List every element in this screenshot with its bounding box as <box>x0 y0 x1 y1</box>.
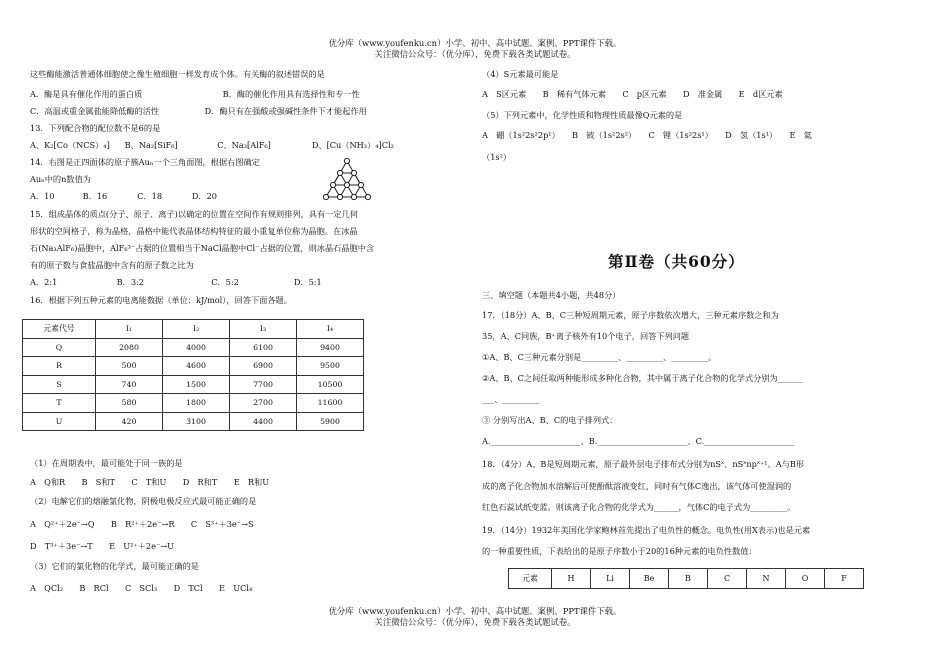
q16-sub4: （4）S元素最可能是 <box>482 69 559 79</box>
q16-sub1: （1）在周期表中，最可能处于同一族的是 <box>30 458 183 468</box>
q15-option-b: B．3:2 <box>116 277 144 287</box>
q13-option-a: A、K₂[Co（NCS）₄] <box>30 140 110 150</box>
q17-part3: ③ 分别写出A、B、C的电子排列式： <box>482 415 618 425</box>
q14-option-b: B．16 <box>82 191 108 201</box>
table-header-cell: I₄ <box>297 320 364 339</box>
table-cell: Li <box>591 569 630 589</box>
table-cell: 4000 <box>163 338 230 357</box>
table-cell: 580 <box>96 394 163 413</box>
table-header-cell: I₃ <box>230 320 297 339</box>
q16-sub5-options: A 硼（1s²2s²2p¹） B 铍（1s²2s²） C 锂（1s²2s¹） D 氢（1s¹） E 氦 <box>482 130 812 140</box>
q19-stem-2: 的一种重要性质，下表给出的是原子序数小于20的16种元素的电负性数值： <box>482 546 757 556</box>
table-cell: U <box>23 412 96 431</box>
table-cell: 3100 <box>163 412 230 431</box>
table-cell: 420 <box>96 412 163 431</box>
table-row <box>23 394 364 413</box>
ionization-energy-table <box>22 319 364 431</box>
q15-option-a: A．2:1 <box>30 277 58 287</box>
q16-stem: 16．根据下列五种元素的电离能数据（单位：kJ/mol），回答下面各题。 <box>30 295 292 305</box>
q18-stem-3: 红色石蕊试纸变蓝。则该离子化合物的化学式为______，气体C的电子式为_________。 <box>482 502 796 512</box>
q16-sub2-options-1: A Q²⁺＋2e⁻→Q B R²⁺＋2e⁻→R C S³⁺＋3e⁻→S <box>30 519 254 529</box>
q17-stem-2: 35，A、C同族，B⁺离子核外有10个电子，回答下列问题 <box>482 331 690 341</box>
table-row <box>509 569 864 589</box>
q13-stem: 13．下列配合物的配位数不是6的是 <box>30 123 161 133</box>
q12-option-a: A．酶是具有催化作用的蛋白质 <box>30 89 143 99</box>
q13-option-b: B、Na₂[SiF₆] <box>124 140 178 150</box>
table-cell: Q <box>23 338 96 357</box>
q15-stem-4: 有的原子数与食盐晶胞中含有的原子数之比为 <box>30 260 194 270</box>
footer-line-1: 优分库（www.youfenku.cn）小学、初中、高中试题、案例、PPT课件下载。 <box>328 606 622 616</box>
q16-sub4-options: A S区元素 B 稀有气体元素 C p区元素 D 准金属 E d区元素 <box>482 89 783 99</box>
table-cell: 740 <box>96 375 163 394</box>
section-three-heading: 三、填空题（本题共4小题，共48分） <box>482 290 621 300</box>
q15-stem-1: 15．组成晶体的质点(分子、原子、离子)以确定的位置在空间作有规则排列，具有一定几何 <box>30 209 358 219</box>
q14-option-a: A．10 <box>30 191 55 201</box>
table-cell: 9400 <box>297 338 364 357</box>
q17-part2-cont: ___、_________ <box>482 394 540 404</box>
table-cell: 9500 <box>297 357 364 376</box>
q14-option-d: D．20 <box>191 191 217 201</box>
table-cell: 11600 <box>297 394 364 413</box>
q12-options-row1 <box>30 89 360 100</box>
q14-stem-1: 14．右图是正四面体的原子簇Auₙ一个三角面图，根据右图确定 <box>30 157 260 167</box>
table-header-cell: I₁ <box>96 320 163 339</box>
table-cell: R <box>23 357 96 376</box>
q14-options <box>30 191 217 202</box>
table-cell: B <box>669 569 708 589</box>
table-row <box>23 412 364 431</box>
table-cell: H <box>552 569 591 589</box>
table-cell: 6900 <box>230 357 297 376</box>
q15-stem-2: 形状的空间格子，称为晶格，晶格中能代表晶体结构特征的最小重复单位称为晶胞。在冰晶 <box>30 226 358 236</box>
q16-sub2-options-2: D T³⁺＋3e⁻→T E U²⁺＋2e⁻→U <box>30 541 175 551</box>
header-line-1: 优分库（www.youfenku.cn）小学、初中、高中试题、案例、PPT课件下载。 <box>328 38 622 48</box>
table-cell: S <box>23 375 96 394</box>
q16-sub3: （3）它们的氯化物的化学式，最可能正确的是 <box>30 561 199 571</box>
q17-part1: ①A、B、C三种元素分别是_________、_________、_________。 <box>482 352 717 362</box>
q14-option-c: C．18 <box>137 191 163 201</box>
table-cell: O <box>786 569 825 589</box>
table-cell: T <box>23 394 96 413</box>
table-header-row <box>23 320 364 339</box>
table-cell: N <box>747 569 786 589</box>
q12-option-b: B．酶的催化作用具有选择性和专一性 <box>222 89 360 99</box>
table-cell: 4400 <box>230 412 297 431</box>
q16-sub3-options: A QCl₂ B RCl C SCl₃ D TCl E UCl₄ <box>30 583 253 593</box>
header-line-2: 关注微信公众号：（优分库），免费下载各类试题试卷。 <box>374 49 576 59</box>
q15-option-c: C．5:2 <box>211 277 239 287</box>
q13-option-c: C、Na₃[AlF₆] <box>217 140 271 150</box>
table-cell: 4600 <box>163 357 230 376</box>
q15-option-d: D．5:1 <box>293 277 322 287</box>
q19-stem-1: 19．（14分）1932年美国化学家鲍林首先提出了电负性的概念。电负性(用X表示)也是元素 <box>482 525 811 535</box>
table-cell: 6100 <box>230 338 297 357</box>
q15-options <box>30 277 322 288</box>
q12-options-row2 <box>30 106 367 117</box>
q15-stem-3: 石(Na₃AlF₆)晶胞中，AlF₆³⁻占据的位置相当于NaCl晶胞中Cl⁻占据的位置，则冰晶石晶胞中含 <box>30 243 375 253</box>
table-cell: 2700 <box>230 394 297 413</box>
part-two-title: 第Ⅱ卷（共60分） <box>608 252 745 271</box>
table-row <box>23 338 364 357</box>
q12-intro: 这些酶能激活普通体细胞使之像生殖细胞一样发育成个体。有关酶的叙述错误的是 <box>30 69 325 79</box>
table-header-cell: I₂ <box>163 320 230 339</box>
table-cell: 5900 <box>297 412 364 431</box>
table-cell: 7700 <box>230 375 297 394</box>
q16-sub5-tail: （1s²） <box>482 152 512 162</box>
table-cell: 10500 <box>297 375 364 394</box>
q14-stem-2: Auₙ中的n数值为 <box>30 174 91 184</box>
q18-stem-1: 18．（4分）A、B是短周期元素，原子最外层电子排布式分别为nS˟、nS˟np˟⁺¹。A与B形 <box>482 459 805 469</box>
table-header-cell: 元素代号 <box>23 320 96 339</box>
table-cell: 元素 <box>509 569 552 589</box>
q17-part2: ②A、B、C之间任取两种能形成多种化合物，其中属于离子化合物的化学式分别为______ <box>482 373 803 383</box>
table-cell: 500 <box>96 357 163 376</box>
table-cell: Be <box>630 569 669 589</box>
table-cell: 1500 <box>163 375 230 394</box>
table-row <box>23 357 364 376</box>
footer-line-2: 关注微信公众号：（优分库），免费下载各类试题试卷。 <box>374 617 576 627</box>
q13-options <box>30 140 394 151</box>
q12-option-d: D．酶只有在强酸或强碱性条件下才能起作用 <box>204 106 367 116</box>
q17-stem-1: 17．（18分）A、B、C三种短周期元素，原子序数依次增大，三种元素序数之和为 <box>482 310 779 320</box>
q18-stem-2: 成的离子化合物加水溶解后可使酚酞溶液变红，同时有气体C逸出，该气体可使湿润的 <box>482 481 792 491</box>
au-cluster-figure <box>322 157 372 201</box>
table-cell: C <box>708 569 747 589</box>
q16-sub5: （5）下列元素中，化学性质和物理性质最像Q元素的是 <box>482 110 683 120</box>
q13-option-d: D、[Cu（NH₃）₄]Cl₂ <box>311 140 394 150</box>
electronegativity-table <box>508 568 864 589</box>
q17-part3-blanks: A.______________________、B.______________________、C.______________________ <box>482 436 795 446</box>
q16-sub1-options: A Q和R B S和T C T和U D R和T E R和U <box>30 477 270 487</box>
table-row <box>23 375 364 394</box>
table-cell: 1800 <box>163 394 230 413</box>
q16-sub2: （2）电解它们的熔融氯化物，阴极电极反应式最可能正确的是 <box>30 496 257 506</box>
table-cell: F <box>825 569 864 589</box>
table-cell: 2080 <box>96 338 163 357</box>
q12-option-c: C．高温或重金属盐能降低酶的活性 <box>30 106 160 116</box>
